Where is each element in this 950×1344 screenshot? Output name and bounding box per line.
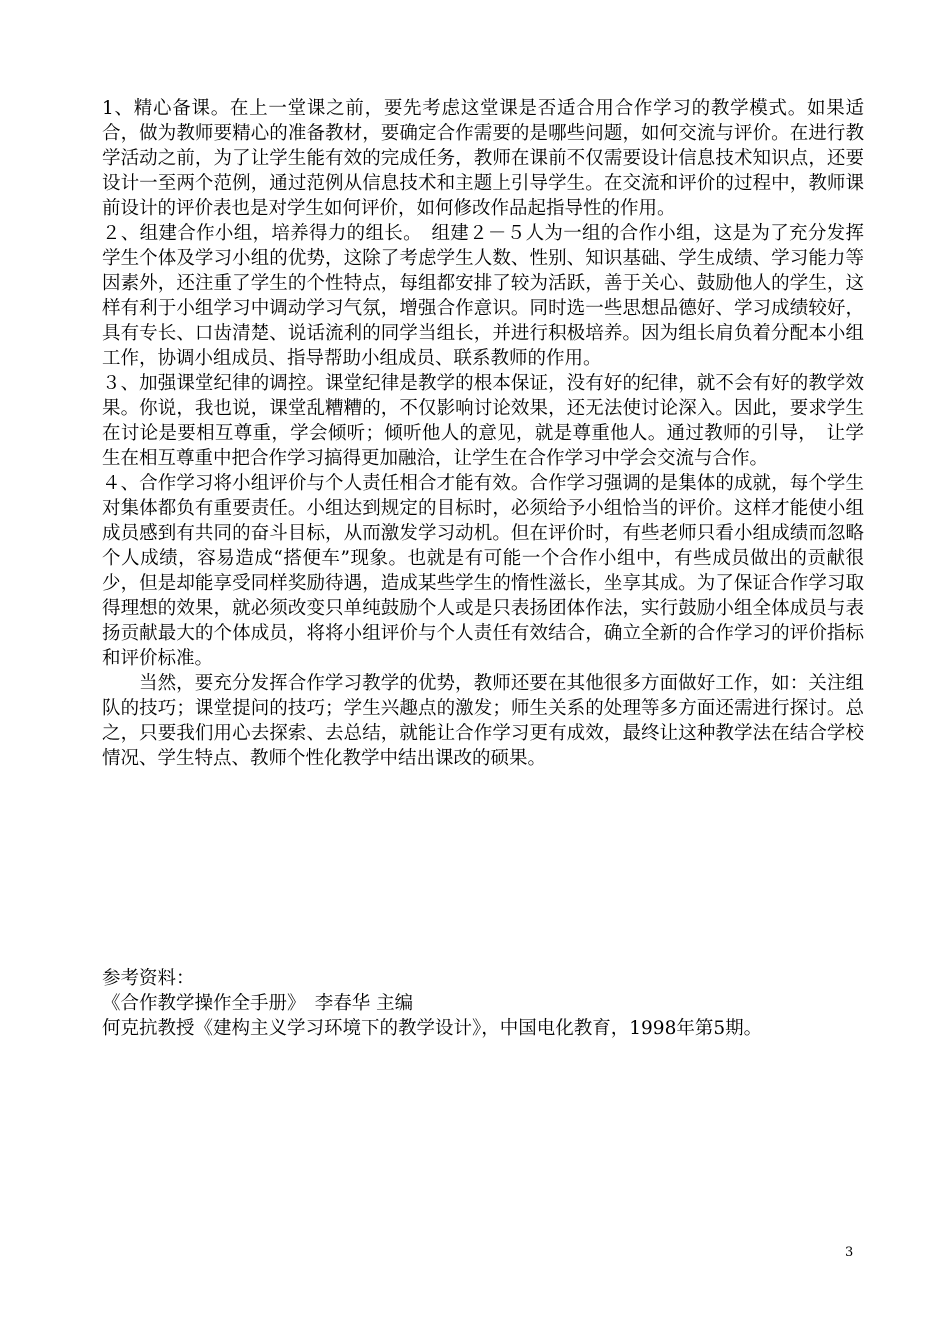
paragraph-classroom-discipline: ３、加强课堂纪律的调控。课堂纪律是教学的根本保证，没有好的纪律，就不会有好的教学效果。你说，我也说，课堂乱糟糟的，不仅影响讨论效果，还无法使讨论深入。因此，要求学生在讨论是要相互尊重，学会倾听；倾听他人的意见，就是尊重他人。通过教师的引导， 让学生在相互尊重中把合作学习搞得更加融洽，让学生在合作学习中学会交流与合作。 — [102, 373, 864, 469]
reference-item: 《合作教学操作全手册》 李春华 主编 — [102, 993, 414, 1014]
references-section — [102, 966, 892, 1041]
paragraph-lesson-preparation: 1、精心备课。在上一堂课之前，要先考虑这堂课是否适合用合作学习的教学模式。如果适合，做为教师要精心的准备教材，要确定合作需要的是哪些问题，如何交流与评价。在进行教学活动之前，为了让学生能有效的完成任务，教师在课前不仅需要设计信息技术知识点，还要设计一至两个范例，通过范例从信息技术和主题上引导学生。在交流和评价的过程中，教师课前设计的评价表也是对学生如何评价，如何修改作品起指导性的作用。 — [102, 98, 864, 219]
page-number: 3 — [845, 1245, 854, 1260]
body-text — [102, 96, 864, 771]
references-heading: 参考资料： — [102, 968, 195, 989]
paragraph-group-evaluation: ４、合作学习将小组评价与个人责任相合才能有效。合作学习强调的是集体的成就，每个学生对集体都负有重要责任。小组达到规定的目标时，必须给予小组恰当的评价。这样才能使小组成员感到有共同的奋斗目标，从而激发学习动机。但在评价时，有些老师只看小组成绩而忽略个人成绩，容易造成“搭便车”现象。也就是有可能一个合作小组中，有些成员做出的贡献很少，但是却能享受同样奖励待遇，造成某些学生的惰性滋长，坐享其成。为了保证合作学习取得理想的效果，就必须改变只单纯鼓励个人或是只表扬团体作法，实行鼓励小组全体成员与表扬贡献最大的个体成员，将将小组评价与个人责任有效结合，确立全新的合作学习的评价指标和评价标准。 — [102, 473, 864, 669]
paragraph-conclusion: 当然，要充分发挥合作学习教学的优势，教师还要在其他很多方面做好工作，如：关注组队的技巧；课堂提问的技巧；学生兴趣点的激发；师生关系的处理等多方面还需进行探讨。总之，只要我们用心去探索、去总结，就能让合作学习更有成效，最终让这种教学法在结合学校情况、学生特点、教师个性化教学中结出课改的硕果。 — [102, 673, 864, 769]
paragraph-group-building: ２、组建合作小组，培养得力的组长。 组建２－５人为一组的合作小组，这是为了充分发挥学生个体及学习小组的优势，这除了考虑学生人数、性别、知识基础、学生成绩、学习能力等因素外，还注重了学生的个性特点，每组都安排了较为活跃，善于关心、鼓励他人的学生，这样有利于小组学习中调动学习气氛，增强合作意识。同时选一些思想品德好、学习成绩较好，具有专长、口齿清楚、说话流利的同学当组长，并进行积极培养。因为组长肩负着分配本小组工作，协调小组成员、指导帮助小组成员、联系教师的作用。 — [102, 223, 864, 369]
reference-item: 何克抗教授《建构主义学习环境下的教学设计》，中国电化教育，1998年第5期。 — [102, 1018, 763, 1039]
